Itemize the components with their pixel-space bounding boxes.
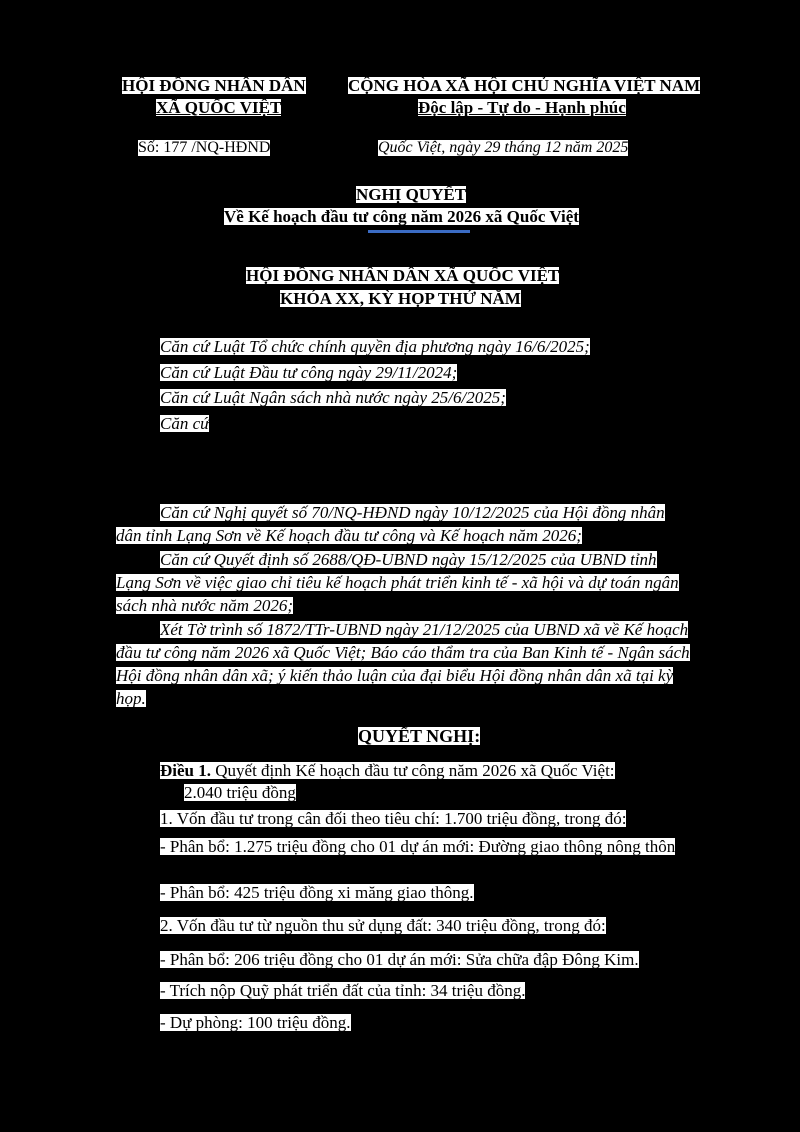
- consideration-l2: đầu tư công năm 2026 xã Quốc Việt; Báo cáo thẩm tra của Ban Kinh tế - Ngân sách: [116, 643, 690, 662]
- issuer-name: HỘI ĐỒNG NHÂN DÂN: [122, 76, 306, 95]
- document-number: Số: 177 /NQ-HĐND: [138, 139, 271, 156]
- item-allocation-road: - Phân bổ: 1.275 triệu đồng cho 01 dự án mới: Đường giao thông nông thôn: [160, 837, 676, 856]
- basis-line-1: Căn cứ Luật Tổ chức chính quyền địa phương ngày 16/6/2025;: [160, 337, 590, 356]
- council-name: HỘI ĐỒNG NHÂN DÂN XÃ QUỐC VIỆT: [246, 266, 560, 285]
- national-motto: Độc lập - Tự do - Hạnh phúc: [418, 98, 626, 117]
- item-allocation-cement: - Phân bổ: 425 triệu đồng xi măng giao thông.: [160, 883, 474, 902]
- basis-line-4: Căn cứ: [160, 414, 210, 433]
- article-1-label: Điều 1.: [160, 761, 211, 780]
- basis-decision-l3: sách nhà nước năm 2026;: [116, 596, 293, 615]
- document-title: NGHỊ QUYẾT: [356, 185, 467, 204]
- issuer-commune: XÃ QUỐC VIỆT: [156, 98, 282, 117]
- item-land-revenue: 2. Vốn đầu tư từ nguồn thu sử dụng đất: 340 triệu đồng, trong đó:: [160, 916, 606, 935]
- basis-line-3: Căn cứ Luật Ngân sách nhà nước ngày 25/6/2025;: [160, 388, 506, 407]
- article-1-total: 2.040 triệu đồng: [184, 783, 296, 802]
- council-session: KHÓA XX, KỲ HỌP THỨ NĂM: [280, 289, 521, 308]
- item-reserve: - Dự phòng: 100 triệu đồng.: [160, 1013, 351, 1032]
- document-subject: Về Kế hoạch đầu tư công năm 2026 xã Quốc Việt: [224, 207, 579, 226]
- basis-resolution-l2: dân tỉnh Lạng Sơn về Kế hoạch đầu tư công và Kế hoạch năm 2026;: [116, 526, 582, 545]
- consideration-l4: họp.: [116, 689, 146, 708]
- basis-line-2: Căn cứ Luật Đầu tư công ngày 29/11/2024;: [160, 363, 458, 382]
- basis-decision-l2: Lạng Sơn về việc giao chỉ tiêu kế hoạch phát triển kinh tế - xã hội và dự toán ngân: [116, 573, 679, 592]
- item-allocation-dam: - Phân bổ: 206 triệu đồng cho 01 dự án mới: Sửa chữa đập Đông Kim.: [160, 950, 639, 969]
- item-land-fund: - Trích nộp Quỹ phát triển đất của tỉnh: 34 triệu đồng.: [160, 981, 526, 1000]
- consideration-l1: Xét Tờ trình số 1872/TTr-UBND ngày 21/12/2025 của UBND xã về Kế hoạch: [160, 620, 689, 639]
- subject-underline: [368, 230, 470, 233]
- item-capital-balance: 1. Vốn đầu tư trong cân đối theo tiêu chí: 1.700 triệu đồng, trong đó:: [160, 809, 627, 828]
- consideration-l3: Hội đồng nhân dân xã; ý kiến thảo luận của đại biểu Hội đồng nhân dân xã tại kỳ: [116, 666, 674, 685]
- basis-resolution-l1: Căn cứ Nghị quyết số 70/NQ-HĐND ngày 10/12/2025 của Hội đồng nhân: [160, 503, 665, 522]
- article-1: [160, 762, 615, 779]
- document-date: Quốc Việt, ngày 29 tháng 12 năm 2025: [378, 139, 629, 156]
- decision-heading: QUYẾT NGHỊ:: [358, 726, 481, 746]
- basis-decision-l1: Căn cứ Quyết định số 2688/QĐ-UBND ngày 15/12/2025 của UBND tỉnh: [160, 550, 657, 569]
- national-title: CỘNG HÒA XÃ HỘI CHỦ NGHĨA VIỆT NAM: [348, 76, 701, 95]
- article-1-text: Quyết định Kế hoạch đầu tư công năm 2026 xã Quốc Việt:: [211, 761, 615, 780]
